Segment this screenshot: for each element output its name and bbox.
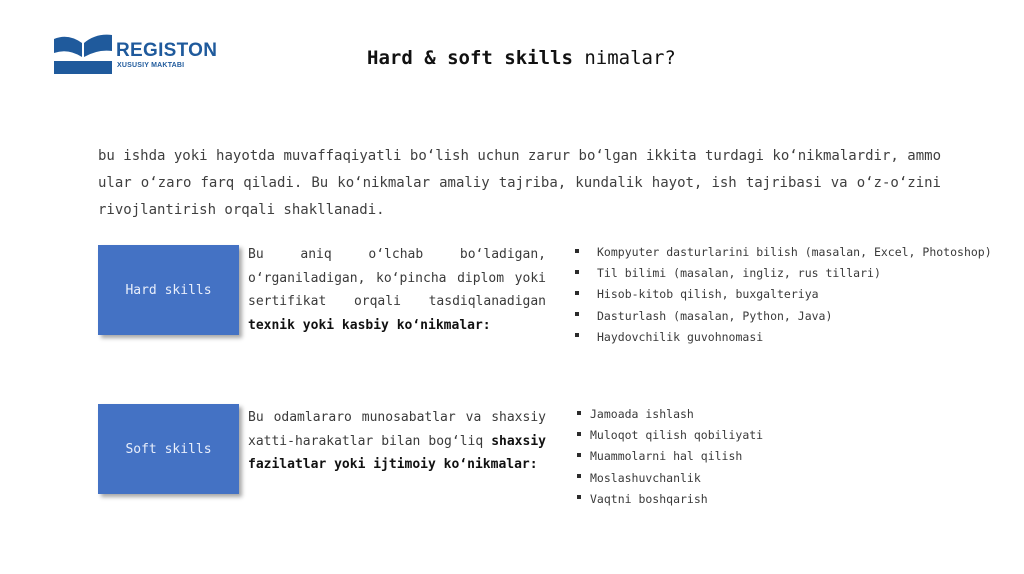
hard-skills-description [248,243,546,337]
list-item-text: Jamoada ishlash [590,407,694,421]
list-item [577,468,763,489]
list-item [575,263,992,284]
list-item [577,446,763,467]
logo-subtitle: XUSUSIY MAKTABI [117,62,185,69]
hard-skills-list [575,242,992,348]
list-item-text: Dasturlash (masalan, Python, Java) [597,308,833,323]
list-item [575,242,992,263]
list-item [575,306,992,327]
bullet-icon [575,333,579,337]
soft-skills-box [98,404,239,494]
soft-desc-bold: shaxsiy fazilatlar yoki ijtimoiy ko‘nikmalar: [248,433,546,472]
list-item-text: Muloqot qilish qobiliyati [590,428,764,443]
list-item-text: Til bilimi (masalan, ingliz, rus tillari) [597,266,881,281]
bullet-icon [575,270,579,274]
soft-skills-label: Soft skills [125,441,212,457]
book-logo-icon [52,31,114,75]
bullet-icon [577,432,581,436]
hard-skills-box [98,245,239,335]
list-item-text: Hisob-kitob qilish, buxgalteriya [597,287,819,302]
hard-desc-text: Bu aniq o‘lchab bo‘ladigan, o‘rganiladigan, ko‘pincha diplom yoki sertifikat orqali tasdiqlanadigan [248,247,546,309]
list-item-text: Moslashuvchanlik [590,470,701,485]
title-bold: Hard & soft skills [367,47,573,69]
bullet-icon [577,474,581,478]
list-item [575,284,992,305]
list-item [577,489,763,510]
list-item [577,425,763,446]
bullet-icon [575,249,579,253]
list-item [575,327,992,348]
list-item-text: Kompyuter dasturlarini bilish (masalan, Excel, Photoshop) [597,245,992,259]
bullet-icon [577,453,581,457]
intro-paragraph: bu ishda yoki hayotda muvaffaqiyatli bo‘lish uchun zarur bo‘lgan ikkita turdagi ko‘nikmalardir, ammo ular o‘zaro farq qiladi. Bu ko‘nikmalar amaliy tajriba, kundalik hayot, ish tajribasi va o‘z-o‘zini rivojlantirish orqali shakllanadi. [98,148,941,218]
registon-logo [52,31,222,77]
bullet-icon [575,312,579,316]
hard-desc-bold: texnik yoki kasbiy ko‘nikmalar: [248,317,491,333]
list-item-text: Muammolarni hal qilish [590,449,743,464]
page-title [367,47,676,69]
hard-skills-label: Hard skills [125,282,212,298]
soft-skills-description [248,406,546,477]
bullet-icon [577,495,581,499]
list-item-text: Haydovchilik guvohnomasi [597,329,764,344]
bullet-icon [575,291,579,295]
list-item-text: Vaqtni boshqarish [590,491,708,506]
list-item [577,404,763,425]
soft-desc-text: Bu odamlararo munosabatlar va shaxsiy xatti-harakatlar bilan bog‘liq [248,410,546,449]
logo-brand: REGISTON [116,40,218,61]
bullet-icon [577,411,581,415]
title-rest: nimalar? [572,47,676,69]
soft-skills-list [577,404,763,510]
